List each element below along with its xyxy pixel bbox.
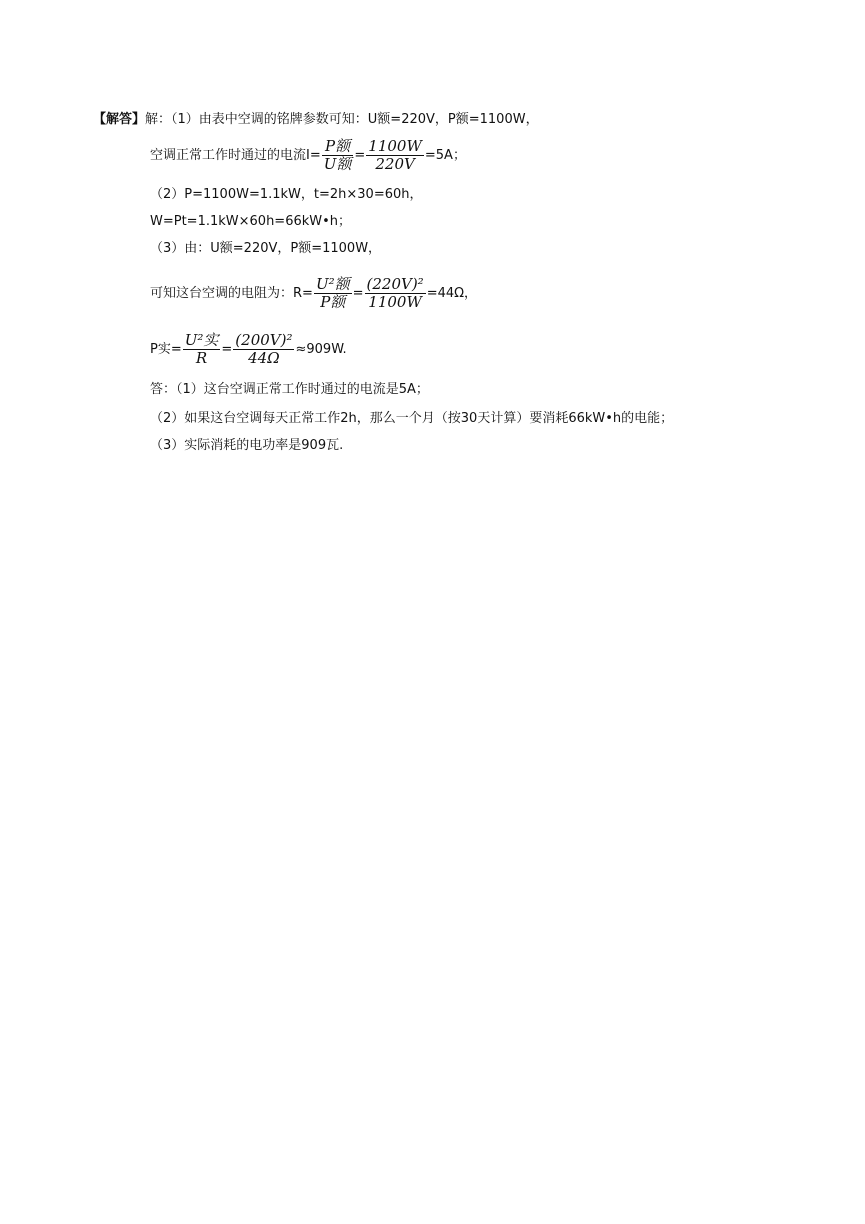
current-denominator-value: 220V xyxy=(375,155,415,173)
power-numerator-value: (200V)² xyxy=(235,331,293,349)
power-formula-line xyxy=(150,332,347,368)
power-denominator-value: 44Ω xyxy=(248,349,280,367)
current-numerator: P额 xyxy=(322,138,354,156)
current-prefix: 空调正常工作时通过的电流I= xyxy=(150,148,321,163)
resistance-numerator-value: (220V)² xyxy=(366,275,424,293)
current-fraction-symbolic xyxy=(322,138,354,173)
resistance-fraction-numeric xyxy=(365,276,426,311)
resistance-prefix: 可知这台空调的电阻为：R= xyxy=(150,286,313,301)
intro-text: 解：（1）由表中空调的铭牌参数可知：U额=220V，P额=1100W， xyxy=(145,112,539,127)
resistance-equals: = xyxy=(352,286,364,301)
current-fraction-numeric xyxy=(366,138,424,173)
current-numerator-value: 1100W xyxy=(368,137,422,155)
power-denominator: R xyxy=(195,349,208,367)
part2-line1: （2）P=1100W=1.1kW，t=2h×30=60h， xyxy=(150,187,423,202)
resistance-formula-line xyxy=(150,276,477,312)
resistance-result: =44Ω， xyxy=(426,286,478,301)
part2-line2: W=Pt=1.1kW×60h=66kW•h； xyxy=(150,214,352,229)
conclusion-line3: （3）实际消耗的电功率是909瓦. xyxy=(150,438,344,453)
resistance-denominator-value: 1100W xyxy=(368,293,422,311)
power-equals: = xyxy=(221,342,233,357)
current-equals: = xyxy=(354,148,366,163)
power-fraction-numeric xyxy=(233,332,294,367)
part3-line1: （3）由：U额=220V，P额=1100W， xyxy=(150,241,382,256)
power-fraction-symbolic xyxy=(183,332,221,367)
current-denominator: U额 xyxy=(323,155,352,173)
resistance-numerator: U²额 xyxy=(315,275,350,293)
solution-intro-line xyxy=(93,111,539,129)
resistance-fraction-symbolic xyxy=(314,276,352,311)
power-numerator: U²实 xyxy=(184,331,219,349)
current-result: =5A； xyxy=(424,148,466,163)
conclusion-line2: （2）如果这台空调每天正常工作2h，那么一个月（按30天计算）要消耗66kW•h的电能； xyxy=(150,411,674,426)
resistance-denominator: P额 xyxy=(320,293,346,311)
power-prefix: P实= xyxy=(150,342,182,357)
answer-tag: 【解答】 xyxy=(93,112,146,127)
current-formula-line xyxy=(150,138,466,174)
conclusion-line1: 答：（1）这台空调正常工作时通过的电流是5A； xyxy=(150,382,429,397)
power-result: ≈909W. xyxy=(295,342,347,357)
